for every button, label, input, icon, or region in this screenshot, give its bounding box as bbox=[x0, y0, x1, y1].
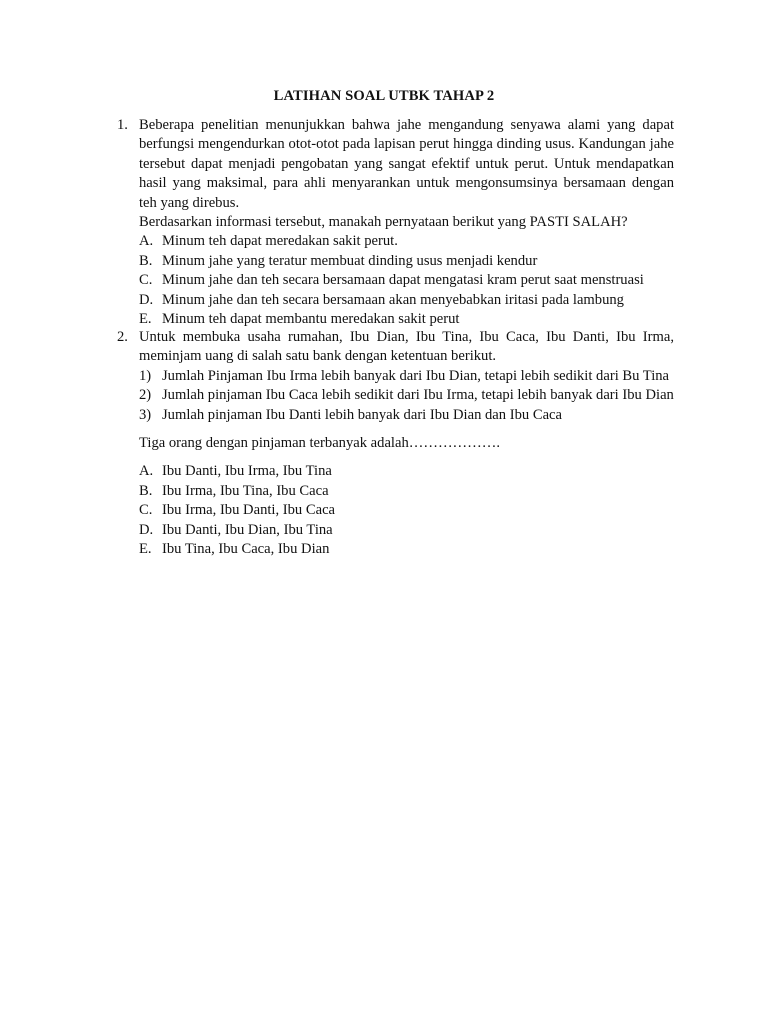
option-letter: B. bbox=[139, 482, 153, 499]
question-2 bbox=[117, 328, 674, 559]
condition-text: Jumlah pinjaman Ibu Danti lebih banyak dari Ibu Dian dan Ibu Caca bbox=[162, 406, 562, 423]
option-letter: D. bbox=[139, 521, 154, 538]
spacer bbox=[139, 425, 674, 434]
spacer bbox=[139, 453, 674, 462]
question-1-text: Beberapa penelitian menunjukkan bahwa jahe mengandung senyawa alami yang dapat berfungsi mengendurkan otot-otot pada lapisan perut hingga dinding usus. Kandungan jahe tersebut dapat menjadi pengobatan yang sangat efektif untuk perut. Untuk mendapatkan hasil yang maksimal, para ahli menyarankan untuk mengonsumsinya bersamaan dengan teh yang direbus. bbox=[139, 117, 674, 211]
option-letter: A. bbox=[139, 233, 154, 250]
option-text: Minum jahe yang teratur membuat dinding usus menjadi kendur bbox=[162, 252, 538, 269]
option-text: Ibu Tina, Ibu Caca, Ibu Dian bbox=[162, 541, 330, 558]
question-2-prompt: Tiga orang dengan pinjaman terbanyak adalah………………. bbox=[139, 435, 500, 452]
question-1-prompt: Berdasarkan informasi tersebut, manakah pernyataan berikut yang PASTI SALAH? bbox=[139, 214, 628, 231]
question-1-option-d bbox=[139, 291, 674, 310]
question-2-condition-2 bbox=[139, 386, 674, 405]
option-text: Ibu Irma, Ibu Danti, Ibu Caca bbox=[162, 502, 336, 519]
question-2-options bbox=[139, 462, 674, 559]
option-letter: B. bbox=[139, 252, 153, 269]
question-2-option-a bbox=[139, 462, 674, 481]
option-text: Ibu Irma, Ibu Tina, Ibu Caca bbox=[162, 482, 329, 499]
question-2-option-b bbox=[139, 482, 674, 501]
document-title: LATIHAN SOAL UTBK TAHAP 2 bbox=[273, 88, 495, 104]
question-2-body bbox=[117, 328, 674, 559]
question-2-number: 2. bbox=[117, 329, 128, 345]
condition-number: 3) bbox=[139, 406, 152, 423]
option-text: Minum teh dapat meredakan sakit perut. bbox=[162, 233, 398, 250]
option-text: Ibu Danti, Ibu Dian, Ibu Tina bbox=[162, 521, 333, 538]
option-text: Ibu Danti, Ibu Irma, Ibu Tina bbox=[162, 463, 332, 480]
option-letter: E. bbox=[139, 541, 152, 558]
option-text: Minum teh dapat membantu meredakan sakit perut bbox=[162, 311, 460, 328]
condition-text: Jumlah pinjaman Ibu Caca lebih sedikit dari Ibu Irma, tetapi lebih banyak dari Ibu Dian bbox=[162, 387, 674, 404]
question-2-conditions bbox=[139, 367, 674, 425]
question-1-body bbox=[117, 116, 674, 329]
question-1 bbox=[117, 116, 674, 329]
question-2-condition-1 bbox=[139, 367, 674, 386]
condition-number: 2) bbox=[139, 387, 152, 404]
question-2-option-c bbox=[139, 501, 674, 520]
question-1-option-e bbox=[139, 310, 674, 329]
option-text: Minum jahe dan teh secara bersamaan akan menyebabkan iritasi pada lambung bbox=[162, 291, 624, 308]
condition-text: Jumlah Pinjaman Ibu Irma lebih banyak dari Ibu Dian, tetapi lebih sedikit dari Bu Tina bbox=[162, 367, 670, 384]
question-1-number: 1. bbox=[117, 117, 128, 133]
option-letter: A. bbox=[139, 463, 154, 480]
question-2-option-d bbox=[139, 521, 674, 540]
question-1-option-b bbox=[139, 252, 674, 271]
condition-number: 1) bbox=[139, 367, 152, 384]
question-2-option-e bbox=[139, 540, 674, 559]
option-text: Minum jahe dan teh secara bersamaan dapat mengatasi kram perut saat menstruasi bbox=[162, 272, 644, 289]
option-letter: D. bbox=[139, 291, 154, 308]
question-1-option-c bbox=[139, 271, 674, 290]
question-2-condition-3 bbox=[139, 406, 674, 425]
option-letter: C. bbox=[139, 272, 153, 289]
option-letter: E. bbox=[139, 311, 152, 328]
question-1-option-a bbox=[139, 232, 674, 251]
question-1-options bbox=[139, 232, 674, 329]
option-letter: C. bbox=[139, 502, 153, 519]
question-2-text: Untuk membuka usaha rumahan, Ibu Dian, Ibu Tina, Ibu Caca, Ibu Danti, Ibu Irma, meminjam uang di salah satu bank dengan ketentuan berikut. bbox=[139, 329, 674, 365]
